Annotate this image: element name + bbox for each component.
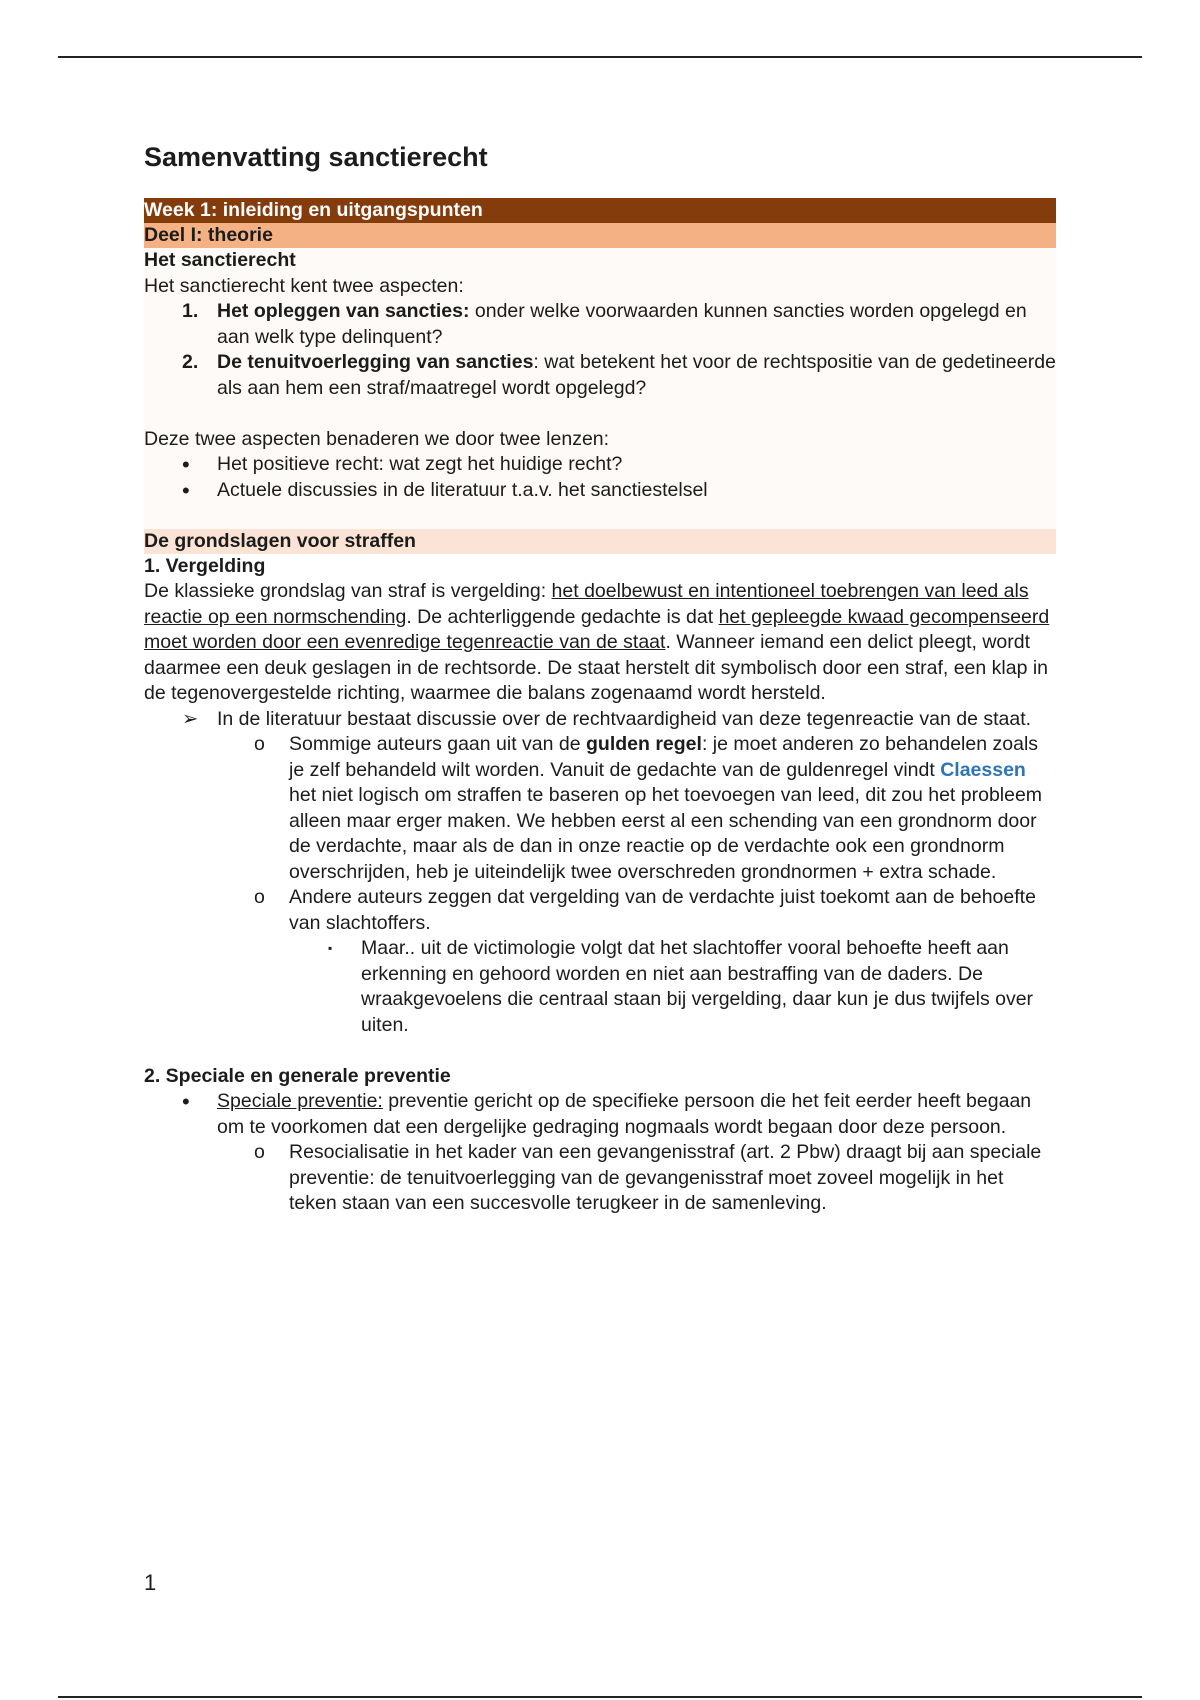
list-item — [144, 478, 1056, 504]
text-run: Sommige auteurs gaan uit van de — [289, 733, 587, 755]
arrow-bullet-icon: ➢ — [182, 707, 199, 730]
list-item-bold: Het opleggen van sancties: — [217, 300, 470, 322]
circle-bullet-icon: o — [254, 733, 265, 755]
highlighted-name: Claessen — [940, 758, 1026, 781]
preventie-heading: 2. Speciale en generale preventie — [144, 1064, 451, 1087]
bullet-icon: • — [182, 477, 190, 503]
footer-rule — [58, 1696, 1142, 1698]
sanctierecht-section — [144, 248, 1056, 529]
header-rule — [58, 56, 1142, 58]
lenzen-intro: Deze twee aspecten benaderen we door twee lenzen: — [144, 427, 610, 450]
list-item — [144, 350, 1056, 401]
bullet-icon: • — [182, 452, 190, 477]
list-item-bold: De tenuitvoerlegging van sancties — [217, 351, 534, 373]
list-item-text: Andere auteurs zeggen dat vergelding van de verdachte juist toekomt aan de behoefte van slachtoffers. — [289, 886, 1036, 934]
list-item — [144, 452, 1056, 478]
sanctierecht-heading: Het sanctierecht — [144, 249, 296, 271]
vergelding-heading: 1. Vergelding — [144, 554, 266, 577]
list-number: 1. — [182, 300, 199, 322]
list-item-text: Het positieve recht: wat zegt het huidige recht? — [217, 453, 623, 475]
text-run: : je moet anderen zo behandelen zoals je zelf behandeld wilt worden. Vanuit de gedachte van de guldenregel vindt — [289, 733, 1039, 781]
list-item — [144, 1089, 1056, 1140]
page-number: 1 — [144, 1570, 157, 1595]
underlined-text: Speciale preventie: — [217, 1090, 383, 1112]
list-item — [144, 732, 1056, 885]
underlined-text: het gepleegde kwaad gecompenseerd moet worden door een evenredige tegenreactie van de staat — [144, 605, 1050, 653]
vergelding-paragraph — [144, 579, 1056, 707]
list-item — [144, 707, 1056, 733]
deel-band: Deel I: theorie — [144, 223, 1056, 248]
list-item-text: Maar.. uit de victimologie volgt dat het slachtoffer vooral behoefte heeft aan erkenning en gehoord worden en niet aan bestraffing van de daders. De wraakgevoelens die centraal staan bij vergelding, daar kun je dus twijfels over uiten. — [361, 937, 1034, 1036]
list-item — [144, 299, 1056, 350]
text-run: De klassieke grondslag van straf is vergelding: — [144, 580, 552, 602]
list-item — [144, 1140, 1056, 1217]
document-title: Samenvatting sanctierecht — [144, 142, 488, 172]
spacer — [144, 401, 1056, 427]
bold-text: gulden regel — [586, 733, 702, 755]
week-band: Week 1: inleiding en uitgangspunten — [144, 198, 1056, 223]
underlined-text: het doelbewust en intentioneel toebrengen van leed als reactie op een normschending — [144, 580, 1029, 628]
text-run: . Wanneer iemand een delict pleegt, wordt daarmee een deuk geslagen in de rechtsorde. De staat herstelt dit symbolisch door een straf, een klap in de tegenovergestelde richting, waarmee die balans zogenaamd wordt hersteld. — [144, 631, 1049, 704]
spacer — [144, 503, 1056, 529]
list-item-text: In de literatuur bestaat discussie over de rechtvaardigheid van deze tegenreactie van de staat. — [217, 707, 1032, 730]
text-run: . De achterliggende gedachte is dat — [406, 605, 719, 628]
text-run: het niet logisch om straffen te baseren op het toevoegen van leed, dit zou het probleem alleen maar erger maken. We hebben eerst al een schending van een grondnorm door de verdachte, maar als de dan in onze reactie op de verdachte ook een grondnorm overschrijden, heb je uiteindelijk twee overschreden grondnormen + extra schade. — [289, 784, 1043, 883]
circle-bullet-icon: o — [254, 1141, 265, 1163]
list-number: 2. — [182, 351, 199, 373]
list-item — [144, 885, 1056, 936]
list-item — [144, 936, 1056, 1038]
document-body — [144, 140, 1056, 1217]
bullet-icon: • — [182, 1089, 190, 1114]
sanctierecht-intro: Het sanctierecht kent twee aspecten: — [144, 274, 464, 297]
list-item-text: Actuele discussies in de literatuur t.a.v. het sanctiestelsel — [217, 478, 708, 501]
circle-bullet-icon: o — [254, 886, 265, 908]
list-item-text: : wat betekent het voor de rechtspositie van de gedetineerde als aan hem een straf/maatregel wordt opgelegd? — [217, 351, 1056, 399]
grondslagen-band: De grondslagen voor straffen — [144, 529, 1056, 554]
list-item-text: Resocialisatie in het kader van een gevangenisstraf (art. 2 Pbw) draagt bij aan speciale preventie: de tenuitvoerlegging van de gevangenisstraf moet zoveel mogelijk in het teken staan van een succesvolle terugkeer in de samenleving. — [289, 1141, 1042, 1214]
text-run: preventie gericht op de specifieke persoon die het feit eerder heeft begaan om te voorkomen dat een dergelijke gedraging nogmaals wordt begaan door deze persoon. — [217, 1090, 1032, 1138]
spacer — [144, 1038, 1056, 1064]
square-bullet-icon: ▪ — [328, 941, 333, 955]
list-item-text: onder welke voorwaarden kunnen sancties worden opgelegd en aan welk type delinquent? — [217, 300, 1027, 348]
